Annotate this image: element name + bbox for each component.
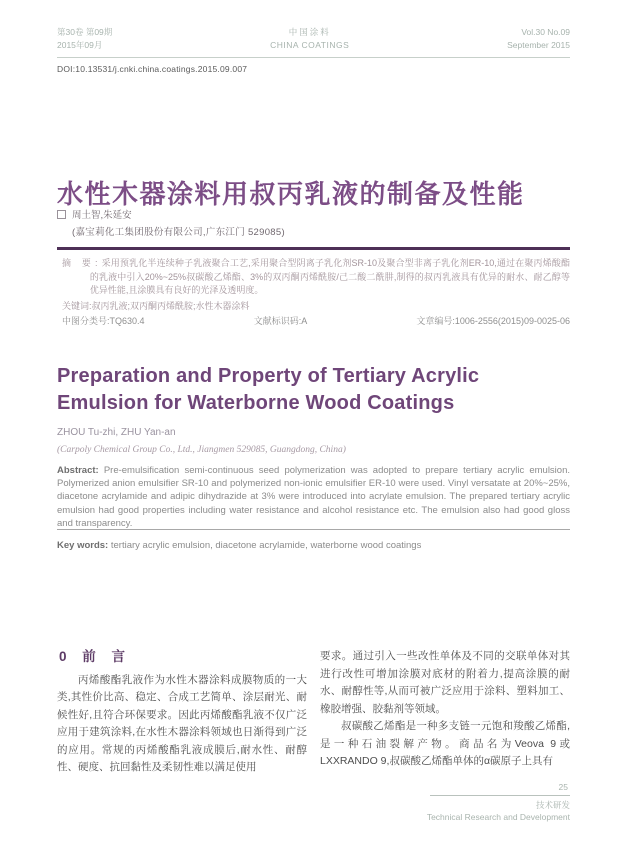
- body-paragraph: 丙烯酸酯乳液作为水性木器涂料成膜物质的一大类,其性价比高、稳定、合成工艺简单、涂层耐光、耐候性好,且符合环保要求。因此丙烯酸酯乳液不仅广泛应用于建筑涂料,在水性木器涂料领域也日渐得到广泛的应用。常规的丙烯酸酯乳液成膜后,耐水性、耐醇性、硬度、抗回黏性及柔韧性难以满足使用: [57, 673, 307, 773]
- page-footer: [380, 781, 570, 823]
- journal-header: [57, 26, 570, 58]
- affiliation-cn: (嘉宝莉化工集团股份有限公司,广东江门 529085): [72, 227, 285, 238]
- keywords-label-en: Key words:: [57, 539, 109, 551]
- volume-issue-en: Vol.30 No.09: [521, 27, 570, 37]
- header-volume-en: [507, 26, 570, 52]
- article-id: 文章编号:1006-2556(2015)09-0025-06: [416, 316, 570, 326]
- volume-issue-cn: 第30卷 第09期: [57, 27, 113, 37]
- affiliation-en: (Carpoly Chemical Group Co., Ltd., Jiangmen 529085, Guangdong, China): [57, 445, 346, 455]
- authors-cn-row: [57, 207, 132, 221]
- abstract-en-paragraph: [57, 464, 570, 530]
- journal-name-en: CHINA COATINGS: [270, 40, 350, 50]
- authors-cn: 周土智,朱延安: [72, 210, 132, 221]
- date-en: September 2015: [507, 40, 570, 50]
- classification-row: [62, 314, 570, 327]
- body-column-right: [320, 648, 570, 777]
- abstract-label-cn: 摘 要:: [62, 258, 102, 268]
- section-0-heading: 0 前 言: [59, 649, 132, 664]
- document-code: 文献标识码:A: [253, 316, 308, 326]
- divider-purple: [57, 247, 570, 250]
- article-title-cn: 水性木器涂料用叔丙乳液的制备及性能: [57, 179, 525, 210]
- footer-rule: [430, 795, 570, 796]
- footer-column-en: Technical Research and Development: [426, 812, 570, 822]
- abstract-cn-block: [62, 257, 570, 313]
- body-paragraph: 叔碳酸乙烯酯是一种多支链一元饱和羧酸乙烯酯,是一种石油裂解产物。商品名为Veova 9或LXXRANDO 9,叔碳酸乙烯酯单体的α碳原子上具有: [320, 720, 570, 767]
- abstract-label-en: Abstract:: [57, 465, 99, 476]
- body-columns: [57, 648, 570, 777]
- english-block: [57, 363, 570, 560]
- doi: DOI:10.13531/j.cnki.china.coatings.2015.09.007: [57, 64, 248, 74]
- footer-column-cn: 技术研发: [535, 800, 570, 810]
- abstract-cn-paragraph: [62, 257, 570, 298]
- body-column-left: [57, 648, 307, 777]
- header-volume-cn: [57, 26, 112, 52]
- keywords-en: tertiary acrylic emulsion, diacetone acrylamide, waterborne wood coatings: [110, 539, 422, 551]
- author-marker-icon: [57, 210, 66, 219]
- header-journal-name: [270, 26, 349, 52]
- divider-gray: [57, 529, 570, 530]
- keywords-en-row: [57, 540, 570, 551]
- date-cn: 2015年09月: [57, 40, 103, 50]
- keywords-label-cn: 关键词:: [62, 300, 92, 311]
- clc-number: 中图分类号:TQ630.4: [62, 316, 145, 326]
- article-title-en: Preparation and Property of Tertiary Acrylic Emulsion for Waterborne Wood Coatings: [57, 365, 480, 414]
- page-number: 25: [558, 782, 568, 792]
- abstract-text-cn: 采用预乳化半连续种子乳液聚合工艺,采用聚合型阴离子乳化剂SR-10及聚合型非离子乳化剂ER-10,通过在聚丙烯酸酯的乳液中引入20%~25%叔碳酸乙烯酯、3%的双丙酮丙烯酰胺/己二酸二酰肼,制得的叔丙乳液具有优异的耐水、耐乙醇等优异性能,且涂膜具有良好的光泽及透明度。: [89, 258, 570, 295]
- journal-name-cn: 中国涂料: [288, 27, 331, 37]
- keywords-cn: 叔丙乳液;双丙酮丙烯酰胺;水性木器涂料: [91, 300, 250, 311]
- abstract-text-en: Pre-emulsification semi-continuous seed polymerization was adopted to prepare tertiary acrylic emulsion. Polymerized anion emulsifier SR-10 and polymerized non-ionic emulsifier ER-10 were used. Vinyl versatate at 20%~25%, diacetone acrylamide and adipic dihydrazide at 3% were introduced into acrylate emulsion. The prepared tertiary acrylic emulsion had good properties including water resistance and alcohol resistance etc. The emulsion also had good gloss and transparency.: [57, 465, 570, 529]
- authors-en: ZHOU Tu-zhi, ZHU Yan-an: [57, 427, 176, 438]
- keywords-cn-row: [62, 300, 570, 314]
- body-paragraph: 要求。通过引入一些改性单体及不同的交联单体对其进行改性可增加涂膜对底材的附着力,提高涂膜的耐水、耐醇性等,从而可被广泛应用于涂料、塑料加工、橡胶增强、胶黏剂等领域。: [320, 650, 570, 715]
